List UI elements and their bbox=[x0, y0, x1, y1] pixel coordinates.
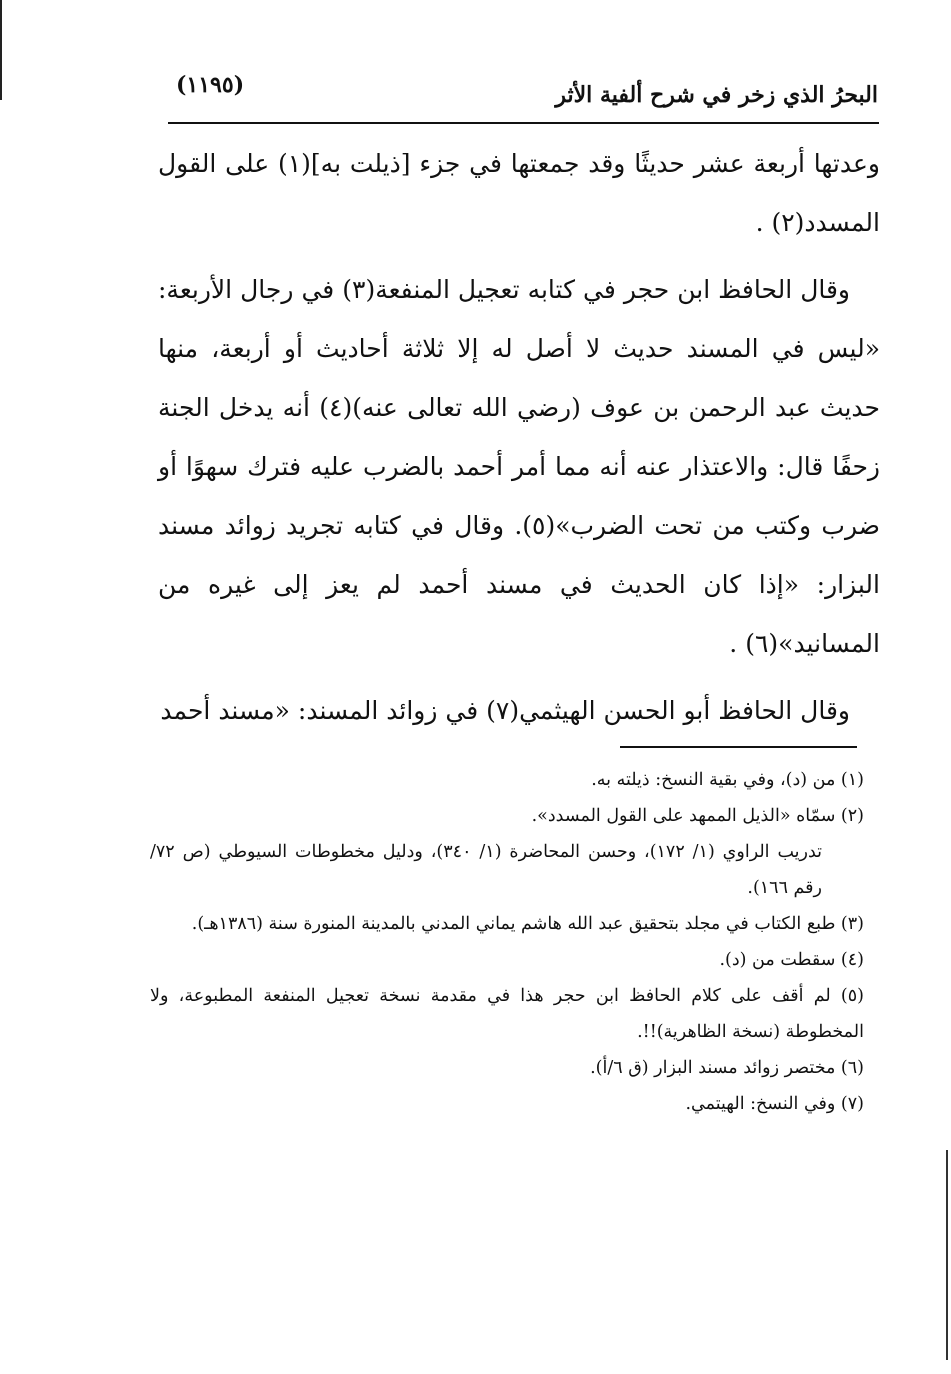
footnote-2: (٢) سمّاه «الذيل الممهد على القول المسدد». bbox=[531, 806, 864, 826]
page-number: (١١٩٥) bbox=[176, 72, 245, 98]
paragraph-1: وعدتها أربعة عشر حديثًا وقد جمعتها في جزء [ذيلت به](١) على القول المسدد(٢) . bbox=[158, 149, 881, 237]
running-header bbox=[168, 72, 878, 120]
paragraph-3: وقال الحافظ أبو الحسن الهيثمي(٧) في زوائد المسند: «مسند أحمد bbox=[160, 696, 850, 725]
footnote-7: (٧) وفي النسخ: الهيتمي. bbox=[685, 1094, 864, 1114]
footnotes bbox=[150, 762, 864, 1122]
footnote-2-continuation: تدريب الراوي (١/ ١٧٢)، وحسن المحاضرة (١/ ٣٤٠)، ودليل مخطوطات السيوطي (ص ٧٢/ رقم ١٦٦). bbox=[150, 842, 823, 898]
main-text bbox=[158, 134, 880, 740]
paragraph-2: وقال الحافظ ابن حجر في كتابه تعجيل المنفعة(٣) في رجال الأربعة: «ليس في المسند حديث لا أصل له إلا ثلاثة أحاديث أو أربعة، منها حديث عبد الرحمن بن عوف (رضي الله تعالى عنه)(٤) أنه يدخل الجنة زحفًا قال: والاعتذار عنه أنه مما أمر أحمد بالضرب عليه فترك سهوًا أو ضرب وكتب من تحت الضرب»(٥). وقال في كتابه تجريد زوائد مسند البزار: «إذا كان الحديث في مسند أحمد لم يعز إلى غيره من المسانيد»(٦) . bbox=[158, 275, 880, 658]
footnote-5: (٥) لم أقف على كلام الحافظ ابن حجر هذا في مقدمة نسخة تعجيل المنفعة المطبوعة، ولا المخطوطة (نسخة الظاهرية)!!. bbox=[150, 986, 864, 1042]
footnote-6: (٦) مختصر زوائد مسند البزار (ق ٦/أ). bbox=[590, 1058, 864, 1078]
footnote-divider bbox=[620, 746, 857, 748]
footnote-3: (٣) طبع الكتاب في مجلد بتحقيق عبد الله هاشم يماني المدني بالمدينة المنورة سنة (١٣٨٦هـ). bbox=[191, 914, 864, 934]
footnote-1: (١) من (د)، وفي بقية النسخ: ذيلته به. bbox=[591, 770, 864, 790]
scan-edge-left bbox=[0, 0, 2, 100]
header-divider bbox=[168, 122, 879, 124]
scan-edge-right bbox=[946, 1150, 948, 1360]
footnote-4: (٤) سقطت من (د). bbox=[719, 950, 864, 970]
header-title: البحرُ الذي زخر في شرح ألفية الأثر bbox=[555, 82, 878, 108]
